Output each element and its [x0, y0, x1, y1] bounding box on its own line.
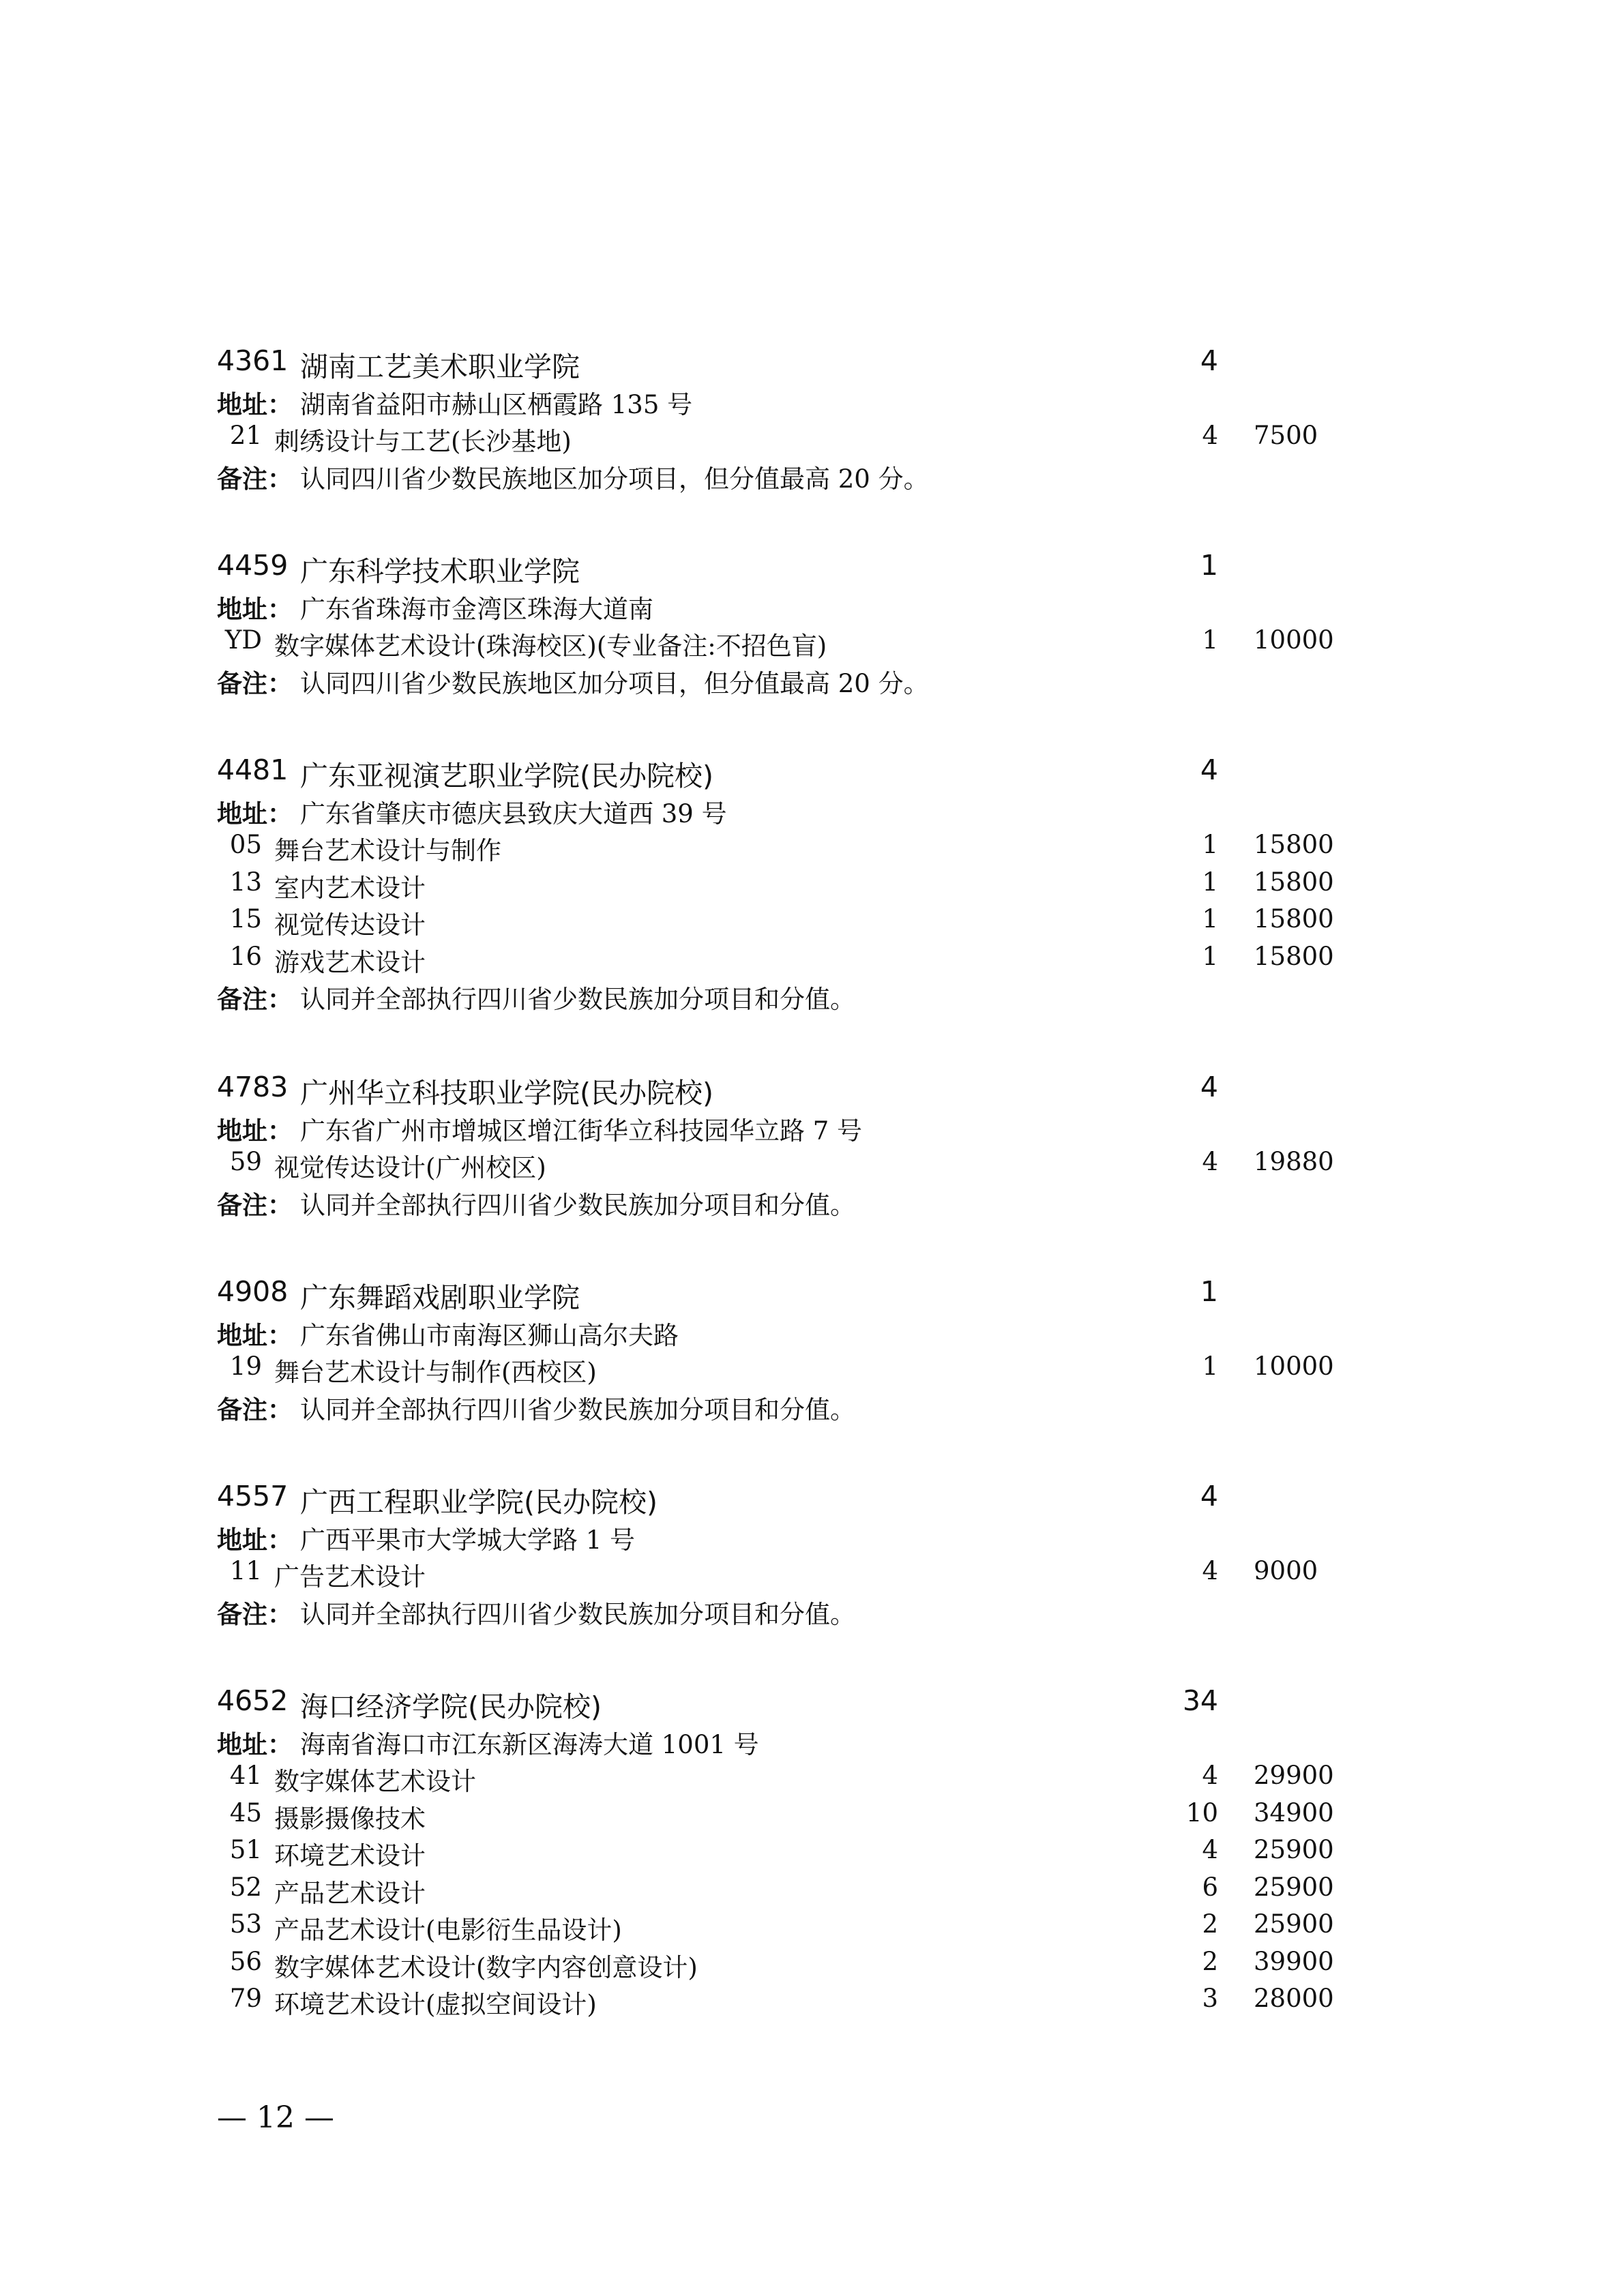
major-count: 2	[1202, 1946, 1218, 1976]
major-code: 11	[229, 1556, 262, 1585]
major-count: 4	[1202, 1147, 1218, 1176]
major-fee: 39900	[1254, 1946, 1334, 1976]
school-address	[0, 1110, 1624, 1147]
major-row	[0, 1873, 1624, 1909]
major-code: 41	[229, 1761, 262, 1790]
major-name: 环境艺术设计	[274, 1841, 426, 1870]
major-row	[0, 1556, 1624, 1593]
major-code: 13	[229, 867, 262, 897]
major-name: 舞台艺术设计与制作(西校区)	[274, 1358, 597, 1387]
major-fee: 15800	[1254, 867, 1334, 897]
address-label: 地址：	[217, 799, 293, 829]
note-label: 备注：	[217, 1190, 293, 1220]
major-count: 4	[1202, 1556, 1218, 1585]
major-count: 4	[1202, 1835, 1218, 1864]
major-count: 2	[1202, 1909, 1218, 1939]
school-note	[0, 458, 1624, 495]
major-count: 10	[1185, 1798, 1218, 1828]
address-text: 广东省肇庆市德庆县致庆大道西 39 号	[300, 799, 727, 829]
note-text: 认同并全部执行四川省少数民族加分项目和分值。	[300, 1190, 855, 1220]
major-code: 53	[229, 1909, 262, 1939]
major-row	[0, 867, 1624, 904]
major-code: 05	[229, 830, 262, 859]
school-total: 4	[1200, 1071, 1218, 1103]
address-label: 地址：	[217, 389, 293, 419]
address-label: 地址：	[217, 1525, 293, 1555]
note-text: 认同并全部执行四川省少数民族加分项目和分值。	[300, 985, 855, 1014]
school-total: 4	[1200, 754, 1218, 786]
major-fee: 28000	[1254, 1984, 1334, 2013]
major-fee: 19880	[1254, 1147, 1334, 1176]
major-row	[0, 625, 1624, 662]
school-code: 4908	[217, 1275, 289, 1308]
school-name: 湖南工艺美术职业学院	[300, 351, 580, 383]
school-address	[0, 1724, 1624, 1761]
school-title	[0, 1275, 1624, 1312]
school-code: 4481	[217, 754, 289, 786]
major-name: 视觉传达设计	[274, 910, 426, 940]
school-code: 4783	[217, 1071, 289, 1103]
major-code: 52	[229, 1872, 262, 1902]
address-label: 地址：	[217, 1729, 293, 1759]
major-fee: 25900	[1254, 1835, 1334, 1864]
note-label: 备注：	[217, 1395, 293, 1425]
major-fee: 25900	[1254, 1872, 1334, 1902]
major-row	[0, 1947, 1624, 1984]
school-address	[0, 793, 1624, 830]
major-fee: 15800	[1254, 941, 1334, 971]
note-text: 认同并全部执行四川省少数民族加分项目和分值。	[300, 1599, 855, 1629]
school-address	[0, 384, 1624, 421]
school-total: 4	[1200, 1480, 1218, 1512]
major-code: YD	[224, 625, 262, 655]
note-label: 备注：	[217, 668, 293, 698]
major-name: 摄影摄像技术	[274, 1804, 426, 1834]
address-label: 地址：	[217, 594, 293, 624]
major-name: 产品艺术设计(电影衍生品设计)	[274, 1915, 622, 1945]
major-name: 数字媒体艺术设计(珠海校区)(专业备注:不招色盲)	[274, 631, 827, 661]
school-name: 广东亚视演艺职业学院(民办院校)	[300, 760, 713, 792]
major-count: 1	[1202, 1352, 1218, 1381]
school-note	[0, 1389, 1624, 1426]
address-text: 湖南省益阳市赫山区栖霞路 135 号	[300, 389, 693, 419]
major-code: 15	[229, 904, 262, 934]
major-row	[0, 421, 1624, 458]
school-name: 广西工程职业学院(民办院校)	[300, 1486, 658, 1519]
major-row	[0, 1798, 1624, 1835]
school-title	[0, 1684, 1624, 1721]
school-total: 1	[1200, 549, 1218, 582]
school-name: 广州华立科技职业学院(民办院校)	[300, 1077, 713, 1109]
major-count: 1	[1202, 941, 1218, 971]
major-count: 1	[1202, 904, 1218, 934]
major-name: 数字媒体艺术设计(数字内容创意设计)	[274, 1952, 698, 1982]
major-code: 59	[229, 1147, 262, 1176]
note-text: 认同四川省少数民族地区加分项目，但分值最高 20 分。	[300, 668, 929, 698]
note-label: 备注：	[217, 985, 293, 1014]
school-code: 4652	[217, 1684, 289, 1717]
school-address	[0, 1519, 1624, 1556]
school-code: 4557	[217, 1480, 289, 1512]
address-text: 广东省广州市增城区增江街华立科技园华立路 7 号	[300, 1116, 863, 1146]
address-text: 广西平果市大学城大学路 1 号	[300, 1525, 636, 1555]
major-count: 3	[1202, 1984, 1218, 2013]
school-address	[0, 1315, 1624, 1352]
major-name: 视觉传达设计(广州校区)	[274, 1153, 546, 1182]
school-name: 广东科学技术职业学院	[300, 555, 580, 588]
major-count: 4	[1202, 421, 1218, 450]
major-code: 45	[229, 1798, 262, 1828]
school-code: 4361	[217, 344, 289, 377]
school-note	[0, 1594, 1624, 1630]
school-total: 34	[1182, 1684, 1218, 1717]
major-name: 广告艺术设计	[274, 1562, 426, 1592]
major-row	[0, 1984, 1624, 2021]
major-row	[0, 1352, 1624, 1388]
major-row	[0, 1835, 1624, 1872]
note-text: 认同四川省少数民族地区加分项目，但分值最高 20 分。	[300, 464, 929, 494]
school-name: 海口经济学院(民办院校)	[300, 1690, 602, 1723]
major-code: 56	[229, 1946, 262, 1976]
school-title	[0, 1480, 1624, 1517]
major-fee: 9000	[1254, 1556, 1318, 1585]
major-fee: 15800	[1254, 904, 1334, 934]
school-note	[0, 1184, 1624, 1221]
page-number: — 12 —	[217, 2100, 334, 2135]
major-fee: 10000	[1254, 1352, 1334, 1381]
note-text: 认同并全部执行四川省少数民族加分项目和分值。	[300, 1395, 855, 1425]
major-fee: 34900	[1254, 1798, 1334, 1828]
school-code: 4459	[217, 549, 289, 582]
address-text: 广东省珠海市金湾区珠海大道南	[300, 594, 653, 624]
major-name: 环境艺术设计(虚拟空间设计)	[274, 1990, 597, 2019]
major-row	[0, 1909, 1624, 1946]
school-title	[0, 549, 1624, 586]
major-fee: 25900	[1254, 1909, 1334, 1939]
major-code: 51	[229, 1835, 262, 1864]
major-code: 79	[229, 1984, 262, 2013]
major-row	[0, 1761, 1624, 1798]
major-name: 刺绣设计与工艺(长沙基地)	[274, 427, 572, 456]
address-label: 地址：	[217, 1320, 293, 1350]
major-code: 16	[229, 941, 262, 971]
note-label: 备注：	[217, 1599, 293, 1629]
major-fee: 10000	[1254, 625, 1334, 655]
major-row	[0, 830, 1624, 867]
major-name: 室内艺术设计	[274, 873, 426, 903]
school-total: 1	[1200, 1275, 1218, 1308]
major-code: 21	[229, 421, 262, 450]
major-count: 1	[1202, 625, 1218, 655]
address-text: 广东省佛山市南海区狮山高尔夫路	[300, 1320, 679, 1350]
major-name: 数字媒体艺术设计	[274, 1767, 476, 1796]
major-name: 产品艺术设计	[274, 1878, 426, 1908]
school-total: 4	[1200, 344, 1218, 377]
major-code: 19	[229, 1352, 262, 1381]
school-note	[0, 979, 1624, 1015]
school-address	[0, 588, 1624, 625]
major-count: 6	[1202, 1872, 1218, 1902]
major-fee: 15800	[1254, 830, 1334, 859]
major-name: 舞台艺术设计与制作	[274, 836, 501, 865]
address-label: 地址：	[217, 1116, 293, 1146]
major-name: 游戏艺术设计	[274, 947, 426, 977]
note-label: 备注：	[217, 464, 293, 494]
major-row	[0, 904, 1624, 941]
school-name: 广东舞蹈戏剧职业学院	[300, 1281, 580, 1314]
school-title	[0, 344, 1624, 381]
address-text: 海南省海口市江东新区海涛大道 1001 号	[300, 1729, 759, 1759]
major-row	[0, 942, 1624, 979]
major-count: 1	[1202, 830, 1218, 859]
school-note	[0, 663, 1624, 700]
school-title	[0, 754, 1624, 790]
major-fee: 29900	[1254, 1761, 1334, 1790]
major-fee: 7500	[1254, 421, 1318, 450]
major-count: 4	[1202, 1761, 1218, 1790]
school-title	[0, 1071, 1624, 1107]
major-row	[0, 1147, 1624, 1184]
major-count: 1	[1202, 867, 1218, 897]
